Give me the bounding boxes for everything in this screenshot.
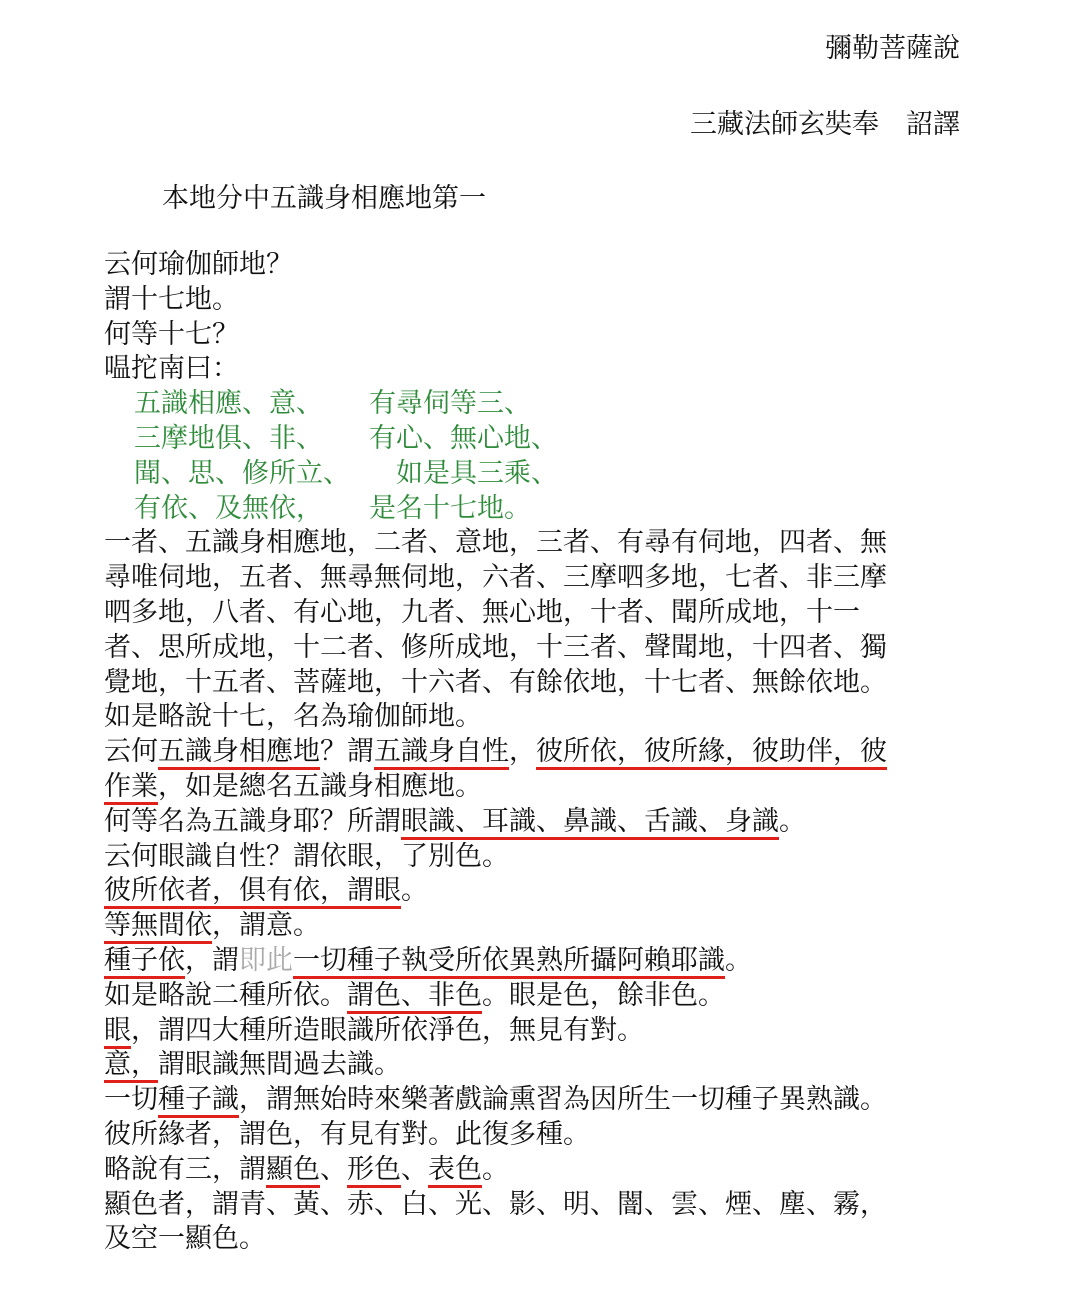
verse-phrase: 如是具三乘、 [396, 457, 558, 489]
underlined-phrase: 五識身自性 [374, 736, 509, 768]
chapter-heading: 本地分中五識身相應地第一 [162, 183, 486, 214]
author-line: 彌勒菩薩說 [825, 33, 960, 64]
underlined-phrase: 種子識 [158, 1084, 239, 1116]
text-line: 一者、五識身相應地，二者、意地，三者、有尋有伺地，四者、無 [104, 527, 887, 559]
text-segment: 。眼是色，餘非色。 [482, 979, 725, 1011]
verse-line [104, 387, 954, 422]
text-line [104, 805, 954, 840]
text-segment: ，謂無始時來樂著戲論熏習為因所生一切種子異熟識。 [239, 1084, 887, 1116]
underlined-phrase: 表色 [428, 1153, 482, 1185]
text-line: 彼所緣者，謂色，有見有對。此復多種。 [104, 1118, 590, 1150]
underlined-phrase: 彼所依者，俱有依，謂眼 [104, 875, 401, 907]
text-line: 覺地，十五者、菩薩地，十六者、有餘依地，十七者、無餘依地。 [104, 666, 887, 698]
underlined-phrase: 眼識、耳識、鼻識、舌識、身識 [401, 805, 779, 837]
text-segment: 云何 [104, 736, 158, 768]
verse-phrase: 有心、無心地、 [369, 422, 558, 454]
verse-phrase: 是名十七地。 [369, 492, 531, 524]
underlined-phrase: 五識身相應地 [158, 736, 320, 768]
text-line: 何等十七？ [104, 318, 239, 350]
underlined-phrase: 顯色 [266, 1153, 320, 1185]
underlined-phrase: 等無間依 [104, 910, 212, 942]
verse-phrase: 有尋伺等三、 [369, 388, 531, 420]
text-segment: ，謂 [185, 944, 239, 976]
underlined-phrase: 意， [104, 1049, 158, 1081]
translator-line: 三藏法師玄奘奉 詔譯 [690, 109, 960, 140]
underlined-phrase: 種子依 [104, 944, 185, 976]
text-line: 謂十七地。 [104, 283, 239, 315]
text-line [104, 944, 954, 979]
text-line [104, 1014, 954, 1049]
text-segment: 。 [482, 1153, 509, 1185]
text-segment: 如是略說二種所依。 [104, 979, 347, 1011]
blurred-text: 即此 [239, 944, 293, 976]
text-segment: 。 [779, 805, 806, 837]
text-line [104, 735, 954, 770]
text-segment: ，謂意。 [212, 910, 320, 942]
body-text [104, 248, 954, 1257]
text-line: 及空一顯色。 [104, 1223, 266, 1255]
underlined-phrase: 形色 [347, 1153, 401, 1185]
text-line [104, 1153, 954, 1188]
text-segment: ， [509, 736, 536, 768]
text-line: 云何瑜伽師地？ [104, 249, 293, 280]
verse-phrase: 三摩地俱、非、 [134, 422, 323, 454]
text-segment: 、 [401, 1153, 428, 1185]
underlined-phrase: 彼所依，彼所緣，彼助伴，彼 [536, 736, 887, 768]
text-line [104, 874, 954, 909]
text-line: 如是略說十七，名為瑜伽師地。 [104, 701, 482, 733]
text-line [104, 770, 954, 805]
text-segment: ，如是總名五識身相應地。 [158, 770, 482, 802]
text-segment: 、 [320, 1153, 347, 1185]
text-line [104, 979, 954, 1014]
text-segment: 略說有三，謂 [104, 1153, 266, 1185]
text-segment: 謂眼識無間過去識。 [158, 1049, 401, 1081]
underlined-phrase: 眼 [104, 1014, 131, 1046]
text-line: 嗢拕南曰： [104, 353, 239, 385]
text-segment: 。 [401, 875, 428, 907]
verse-line [104, 492, 954, 527]
text-line: 者、思所成地，十二者、修所成地，十三者、聲聞地，十四者、獨 [104, 631, 887, 663]
text-line: 顯色者，謂青、黃、赤、白、光、影、明、闇、雲、煙、塵、霧， [104, 1188, 887, 1220]
text-segment: 。 [725, 944, 752, 976]
text-segment: ，謂四大種所造眼識所依淨色，無見有對。 [131, 1014, 644, 1046]
text-line [104, 1083, 954, 1118]
underlined-phrase: 謂色、非色 [347, 979, 482, 1011]
text-segment: 一切 [104, 1084, 158, 1116]
text-line: 尋唯伺地，五者、無尋無伺地，六者、三摩呬多地，七者、非三摩 [104, 562, 887, 594]
text-segment: 何等名為五識身耶？所謂 [104, 805, 401, 837]
verse-line [104, 457, 954, 492]
verse-phrase: 聞、思、修所立、 [134, 457, 350, 489]
text-line: 云何眼識自性？謂依眼，了別色。 [104, 840, 509, 872]
text-line [104, 1048, 954, 1083]
verse-line [104, 422, 954, 457]
text-segment: ？謂 [320, 736, 374, 768]
verse-phrase: 有依、及無依， [134, 492, 323, 524]
underlined-phrase: 一切種子執受所依異熟所攝阿賴耶識 [293, 944, 725, 976]
text-line: 呬多地，八者、有心地，九者、無心地，十者、聞所成地，十一 [104, 596, 860, 628]
underlined-phrase: 作業 [104, 770, 158, 802]
verse-phrase: 五識相應、意、 [134, 388, 323, 420]
text-line [104, 909, 954, 944]
